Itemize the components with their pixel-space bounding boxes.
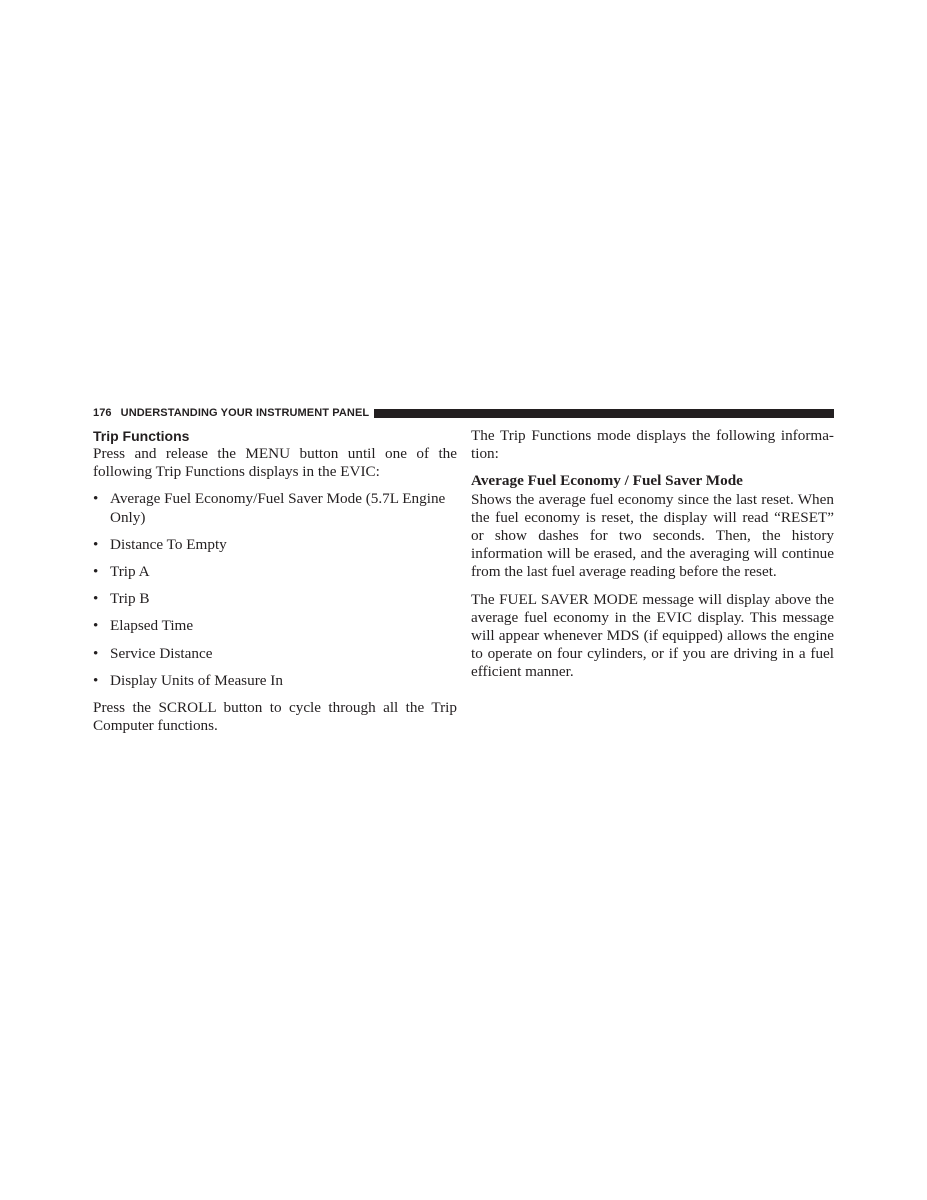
- list-item: [93, 536, 457, 554]
- bullet-icon: •: [93, 563, 99, 581]
- right-column: [471, 427, 834, 682]
- list-item-text: Elapsed Time: [110, 617, 194, 635]
- section-heading: Trip Functions: [93, 428, 190, 444]
- bullet-icon: •: [93, 617, 99, 635]
- list-item-text: Average Fuel Economy/Fuel Saver Mode (5.7L Engine Only): [110, 490, 446, 526]
- trip-functions-list: [93, 490, 457, 690]
- list-item-text: Service Distance: [110, 644, 213, 662]
- list-item-text: Display Units of Measure In: [110, 671, 283, 689]
- bullet-icon: •: [93, 490, 99, 508]
- list-item: [93, 590, 457, 608]
- list-item: [93, 672, 457, 690]
- list-item: [93, 645, 457, 663]
- intro-paragraph: Press and release the MENU button until one of the following Trip Functions displays in the EVIC:: [93, 445, 457, 481]
- list-item: [93, 563, 457, 581]
- list-item: [93, 490, 457, 526]
- fuel-economy-paragraph: Shows the average fuel economy since the last reset. When the fuel economy is reset, the display will read “RESET” or show dashes for two seconds. Then, the history information will be erased, and the averaging will continue from the last fuel average reading before the reset.: [471, 490, 834, 581]
- header-rule: [374, 409, 834, 418]
- left-column: [93, 427, 457, 735]
- bullet-icon: •: [93, 671, 99, 689]
- section-title: UNDERSTANDING YOUR INSTRUMENT PANEL: [120, 407, 370, 419]
- page-header: [93, 405, 834, 421]
- bullet-icon: •: [93, 644, 99, 662]
- list-item-text: Trip B: [110, 590, 150, 608]
- list-item-text: Distance To Empty: [110, 535, 227, 553]
- subheading: Average Fuel Economy / Fuel Saver Mode: [471, 472, 743, 490]
- fuel-saver-paragraph: The FUEL SAVER MODE message will display above the average fuel economy in the EVIC display. This message will appear whenever MDS (if equipped) allows the engine to operate on four cylinders, or if you are driving in a fuel efficient manner.: [471, 590, 834, 681]
- mode-intro-paragraph: The Trip Functions mode displays the following informa-tion:: [471, 427, 834, 463]
- bullet-icon: •: [93, 535, 99, 553]
- closing-paragraph: Press the SCROLL button to cycle through all the Trip Computer functions.: [93, 699, 457, 735]
- bullet-icon: •: [93, 590, 99, 608]
- list-item: [93, 617, 457, 635]
- page-number: 176: [93, 407, 112, 419]
- list-item-text: Trip A: [110, 563, 150, 581]
- header-text: [93, 405, 369, 421]
